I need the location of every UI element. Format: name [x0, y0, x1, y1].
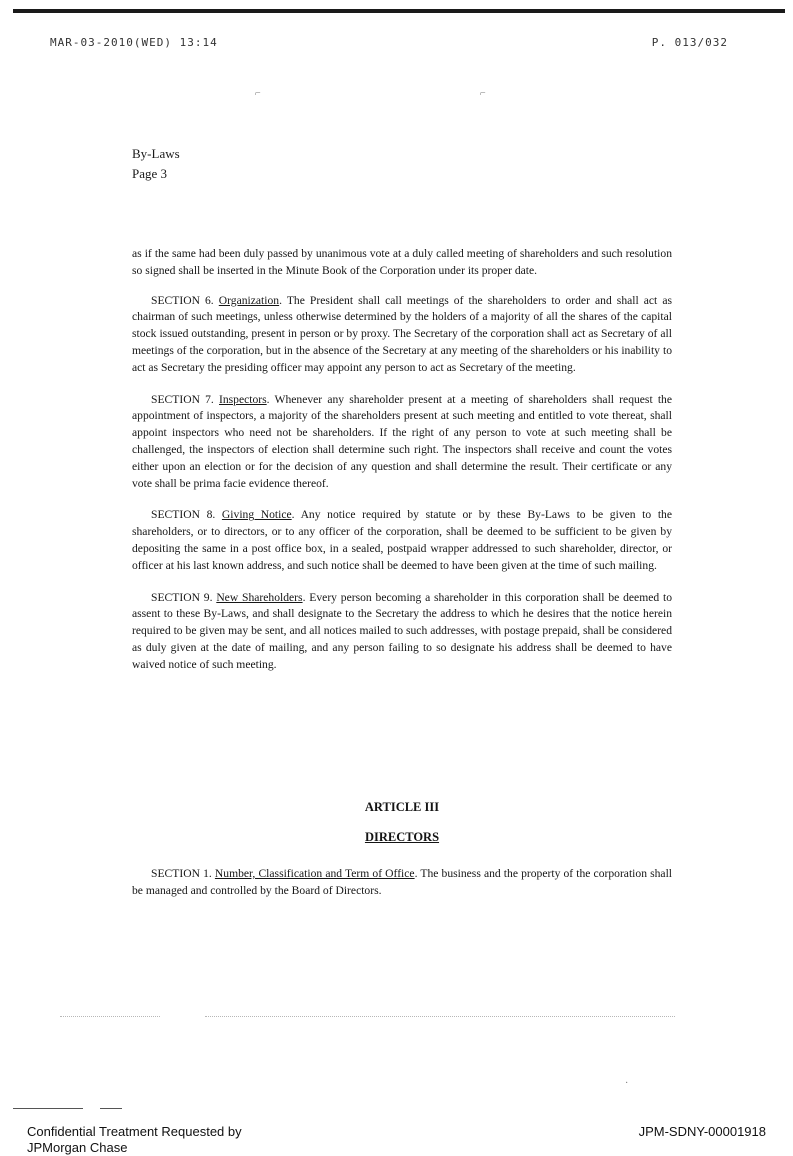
- intro-paragraph: as if the same had been duly passed by unanimous vote at a duly called meeting of shareholders and such resolution so signed shall be inserted in the Minute Book of the Corporation under its proper date.: [132, 247, 672, 277]
- confidentiality-line-2: JPMorgan Chase: [27, 1140, 128, 1155]
- article-section-1: [132, 866, 672, 900]
- section-9-heading: New Shareholders: [216, 590, 303, 604]
- section-7-number: SECTION 7.: [151, 392, 214, 406]
- article-section-1-text: The business and the property of the corporation shall be managed and controlled by the Board of Directors.: [132, 867, 673, 897]
- section-9-number: SECTION 9.: [151, 590, 213, 604]
- scan-artifact-mark: ⌐: [255, 88, 261, 99]
- footer-rule: [100, 1108, 122, 1109]
- section-9-paragraph: SECTION 9. New Shareholders. Every person becoming a shareholder in this corporation shall be deemed to assent to these By-Laws, and shall designate to the Secretary the address to which he desires that the notice herein required to be given may be sent, and all notices mailed to such addresses, with postage prepaid, shall be considered as duly given at the date of mailing, and any person failing to so designate his address shall be deemed to have waived notice of such meeting.: [132, 590, 673, 671]
- scan-artifact-mark: ⌐: [480, 88, 486, 99]
- scan-noise-line: [60, 1016, 160, 1018]
- document-title: By-Laws: [132, 146, 180, 161]
- article-title: ARTICLE III: [364, 800, 440, 814]
- section-6-heading: Organization: [218, 293, 280, 307]
- section-6-number: SECTION 6.: [151, 293, 214, 307]
- article-subtitle: DIRECTORS: [364, 830, 440, 844]
- article-section-1-paragraph: SECTION 1. Number, Classification and Term of Office. The business and the property of the corporation shall be managed and controlled by the Board of Directors.: [132, 867, 673, 897]
- section-8-heading: Giving Notice: [221, 508, 292, 522]
- document-page-label: Page 3: [132, 166, 168, 181]
- fax-page-counter: P. 013/032: [651, 36, 728, 49]
- section-7-heading: Inspectors: [219, 392, 267, 406]
- section-7-paragraph: SECTION 7. Inspectors. Whenever any shareholder present at a meeting of shareholders shall request the appointment of inspectors, a majority of the shareholders present at such meeting and entitled to vote thereat, shall appoint inspectors who need not be shareholders. If the right of any person to vote at such meeting shall be challenged, the inspectors of election shall determine such right. The inspectors shall receive and count the votes either upon an election or for the decision of any question and shall determine the result. Their certificate or any vote shall be prima facie evidence thereof.: [132, 392, 672, 490]
- section-7-text: Whenever any shareholder present at a meeting of shareholders shall request the appointment of inspectors, a majority of the shareholders present at such meeting and entitled to vote thereat, shall appoint inspectors who need not be shareholders. If the right of any person to vote at such meeting shall be challenged, the inspectors of election shall determine such right. The inspectors shall receive and count the votes either upon an election or for the decision of any question and shall determine the result. Their certificate or any vote shall be prima facie evidence thereof.: [132, 392, 672, 490]
- section-8-paragraph: SECTION 8. Giving Notice. Any notice required by statute or by these By-Laws to be given to the shareholders, or to directors, or to any officer of the corporation, shall be deemed to be sufficient to be given by depositing the same in a post office box, in a sealed, postpaid wrapper addressed to such shareholder, director, or officer at his last known address, and such notice shall be deemed to have been given at the time of such mailing.: [132, 508, 672, 572]
- article-section-1-heading: Number, Classification and Term of Office: [214, 867, 415, 880]
- fax-timestamp: MAR-03-2010(WED) 13:14: [50, 36, 218, 49]
- document-body: [132, 246, 672, 674]
- section-6-text: The President shall call meetings of the shareholders to order and shall act as chairman of such meetings, unless otherwise determined by the holders of a majority of all the shares of the capital stock issued outstanding, present in person or by proxy. The Secretary of the corporation shall act as Secretary of all meetings of the corporation, but in the absence of the Secretary at any meeting of the shareholders or his inability to act as Secretary the presiding officer may appoint any person to act as Secretary of the meeting.: [132, 293, 672, 374]
- bates-number: JPM-SDNY-00001918: [638, 1124, 766, 1139]
- scan-artifact-mark: ·: [625, 1078, 629, 1089]
- footer-rule: [13, 1108, 83, 1109]
- section-8-text: Any notice required by statute or by these By-Laws to be given to the shareholders, or to directors, or to any officer of the corporation, shall be deemed to be sufficient to be given by depositing the same in a post office box, in a sealed, postpaid wrapper addressed to such shareholder, director, or officer at his last known address, and such notice shall be deemed to have been given at the time of such mailing.: [132, 508, 672, 572]
- section-9-text: Every person becoming a shareholder in this corporation shall be deemed to assent to these By-Laws, and shall designate to the Secretary the address to which he desires that the notice herein required to be given may be sent, and all notices mailed to such addresses, with postage prepaid, shall be considered as duly given at the date of mailing, and any person failing to so designate his address shall be deemed to have waived notice of such meeting.: [132, 590, 673, 671]
- section-6-paragraph: SECTION 6. Organization. The President shall call meetings of the shareholders to order and shall act as chairman of such meetings, unless otherwise determined by the holders of a majority of all the shares of the capital stock issued outstanding, present in person or by proxy. The Secretary of the corporation shall act as Secretary of all meetings of the corporation, but in the absence of the Secretary at any meeting of the shareholders or his inability to act as Secretary the presiding officer may appoint any person to act as Secretary of the meeting.: [132, 293, 672, 374]
- top-border-rule: [13, 9, 785, 13]
- scan-noise-line: [205, 1016, 675, 1018]
- confidentiality-notice: [27, 1124, 287, 1156]
- section-8-number: SECTION 8.: [151, 508, 216, 522]
- article-section-1-number: SECTION 1.: [151, 867, 212, 880]
- confidentiality-line-1: Confidential Treatment Requested by: [27, 1124, 242, 1139]
